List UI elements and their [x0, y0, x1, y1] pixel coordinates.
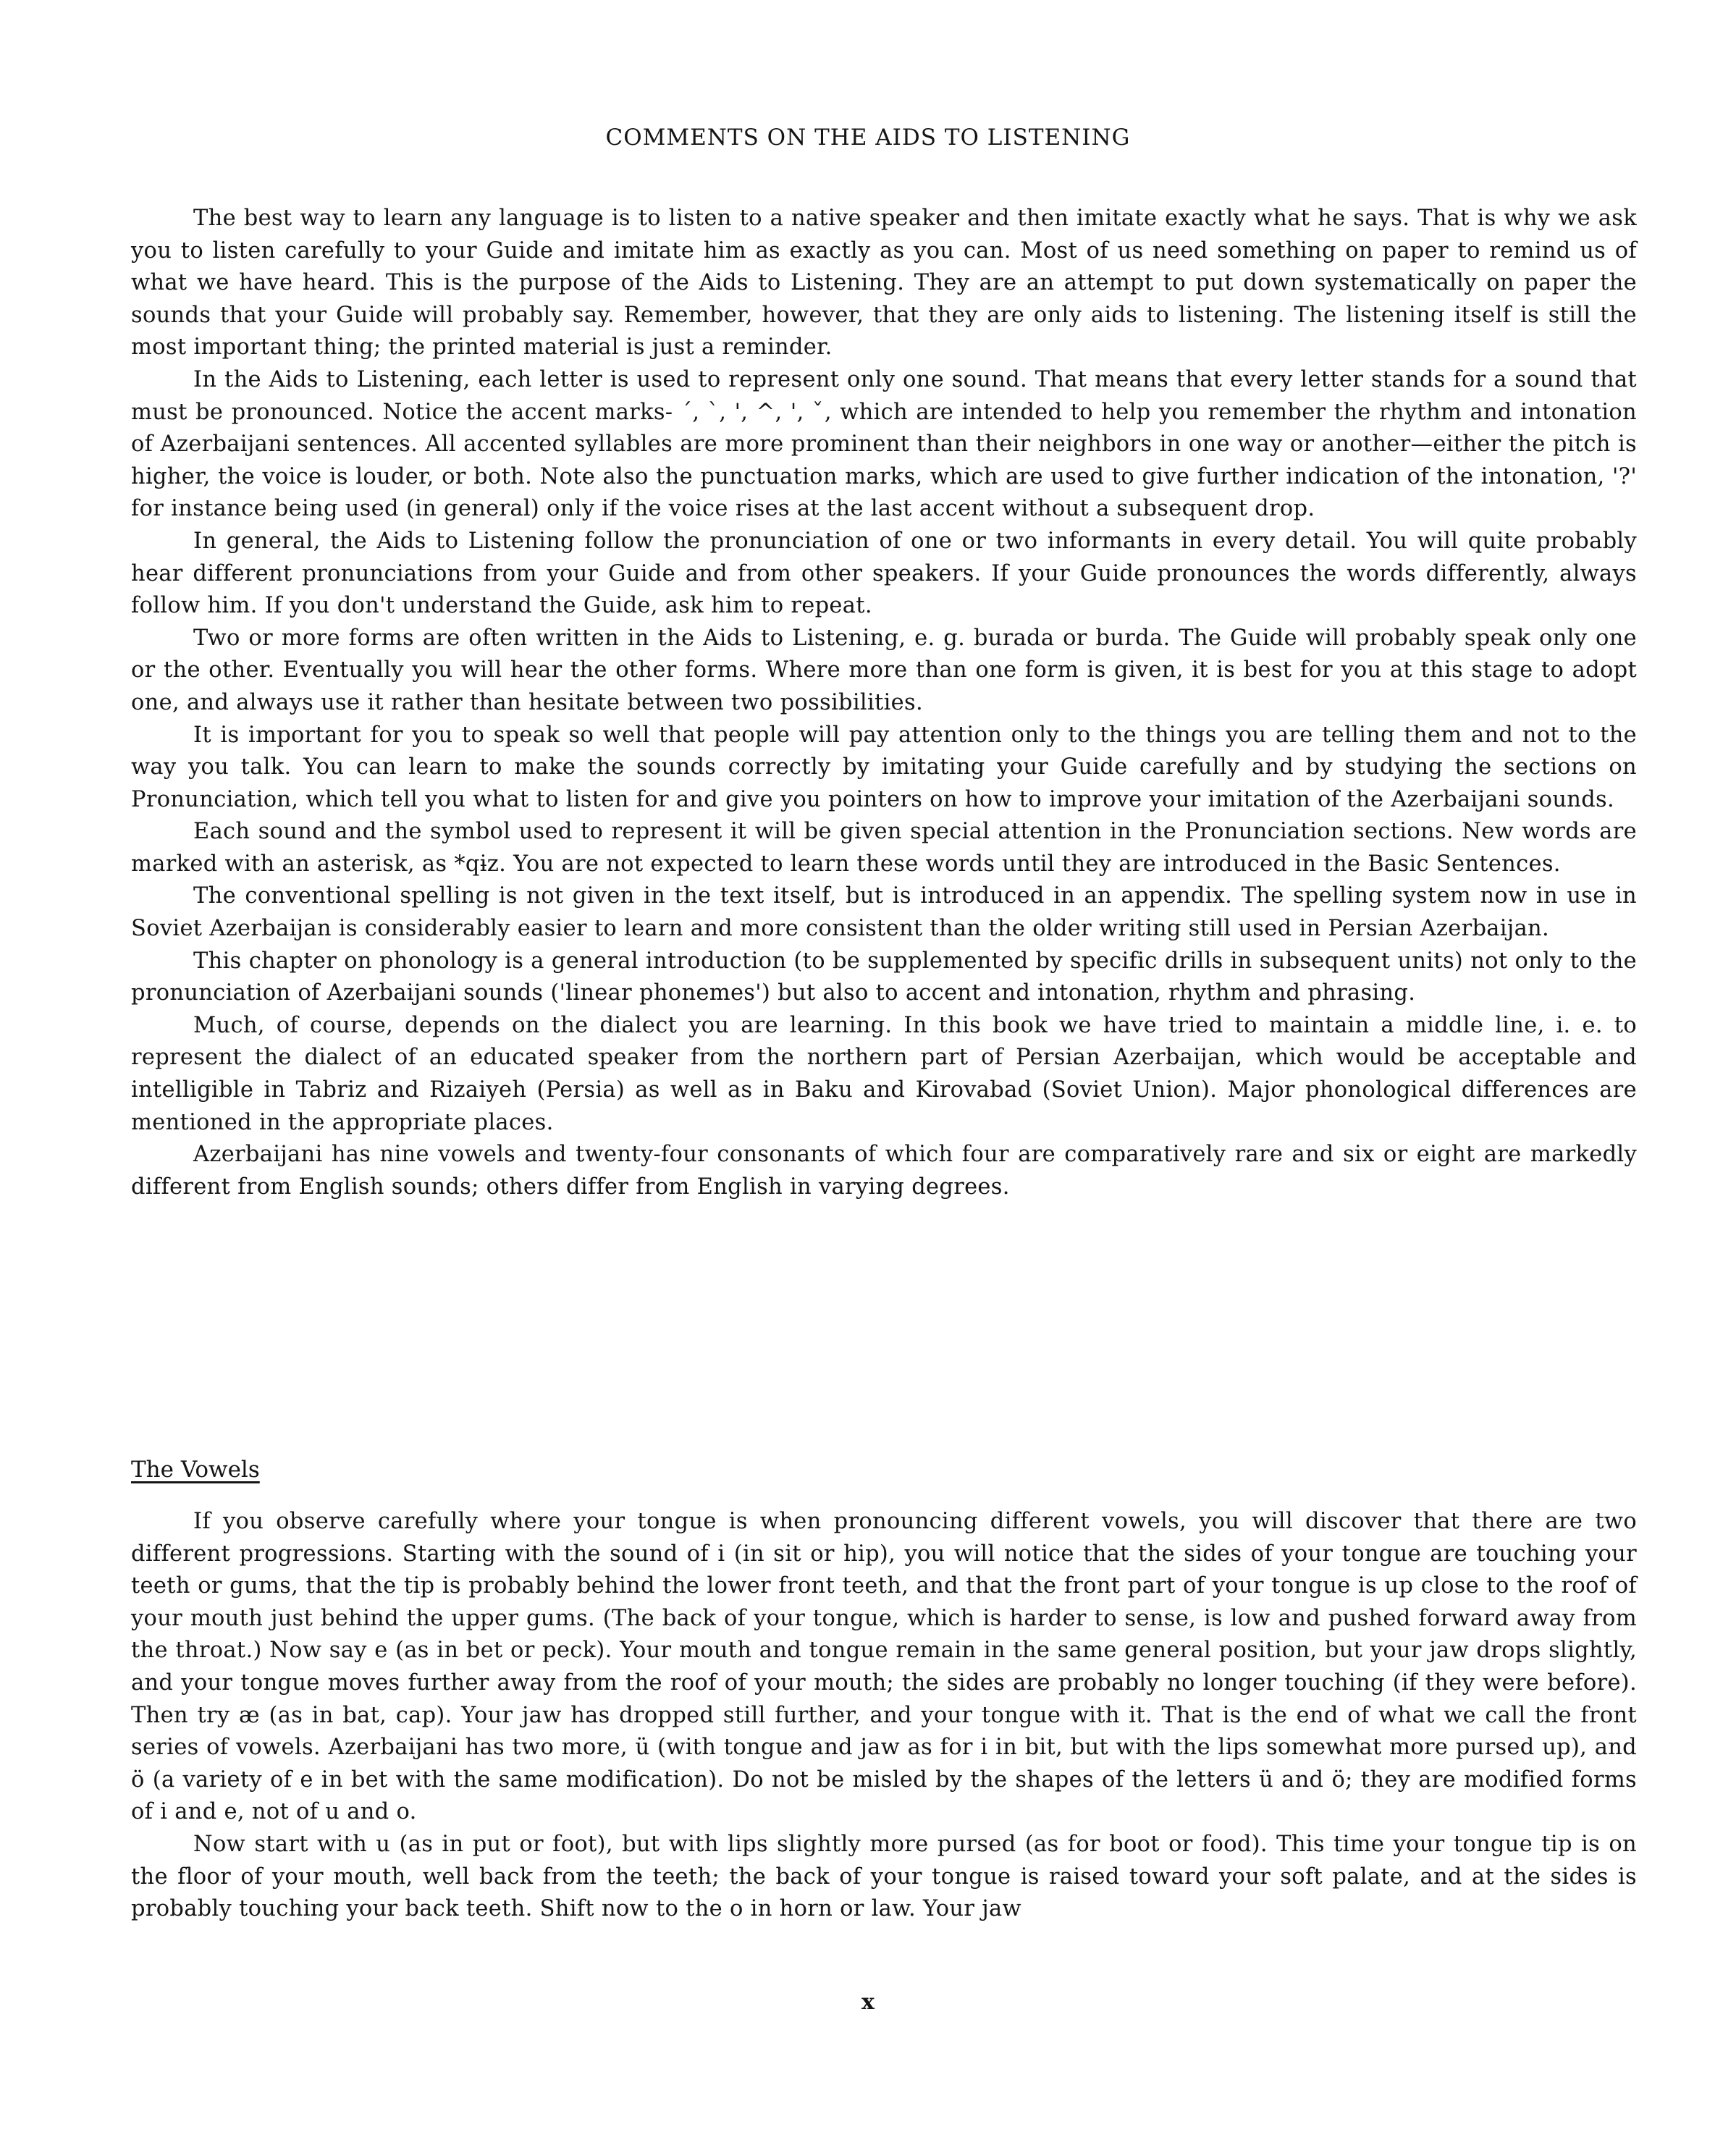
- paragraph-8: This chapter on phonology is a general introduction (to be supplemented by specific drills in subsequent units) not only to the pronunciation of Azerbaijani sounds ('linear phonemes') but also to accent and intonation, rhythm and phrasing.: [131, 948, 1637, 1006]
- intro-body: [131, 203, 1637, 1203]
- paragraph-10: Azerbaijani has nine vowels and twenty-four consonants of which four are comparatively rare and six or eight are markedly different from English sounds; others differ from English in varying degrees.: [131, 1142, 1637, 1200]
- vowels-paragraph-1: If you observe carefully where your tongue is when pronouncing different vowels, you will discover that there are two different progressions. Starting with the sound of i (in sit or hip), you will notice that the sides of your tongue are touching your teeth or gums, that the tip is probably behind the lower front teeth, and that the front part of your tongue is up close to the roof of your mouth just behind the upper gums. (The back of your tongue, which is harder to sense, is low and pushed forward away from the throat.) Now say e (as in bet or peck). Your mouth and tongue remain in the same general position, but your jaw drops slightly, and your tongue moves further away from the roof of your mouth; the sides are probably no longer touching (if they were before). Then try æ (as in bat, cap). Your jaw has dropped still further, and your tongue with it. That is the end of what we call the front series of vowels. Azerbaijani has two more, ü (with tongue and jaw as for i in bit, but with the lips somewhat more pursed up), and ö (a variety of e in bet with the same modification). Do not be misled by the shapes of the letters ü and ö; they are modified forms of i and e, not of u and o.: [131, 1509, 1637, 1825]
- paragraph-9: Much, of course, depends on the dialect you are learning. In this book we have tried to maintain a middle line, i. e. to represent the dialect of an educated speaker from the northern part of Persian Azerbaijan, which would be acceptable and intelligible in Tabriz and Rizaiyeh (Persia) as well as in Baku and Kirovabad (Soviet Union). Major phonological differences are mentioned in the appropriate places.: [131, 1012, 1637, 1135]
- paragraph-7: The conventional spelling is not given in the text itself, but is introduced in an appendix. The spelling system now in use in Soviet Azerbaijan is considerably easier to learn and more consistent than the older writing still used in Persian Azerbaijan.: [131, 883, 1637, 942]
- paragraph-1: The best way to learn any language is to listen to a native speaker and then imitate exactly what he says. That is why we ask you to listen carefully to your Guide and imitate him as exactly as you can. Most of us need something on paper to remind us of what we have heard. This is the purpose of the Aids to Listening. They are an attempt to put down systematically on paper the sounds that your Guide will probably say. Remember, however, that they are only aids to listening. The listening itself is still the most important thing; the printed material is just a reminder.: [131, 206, 1637, 361]
- paragraph-4: Two or more forms are often written in the Aids to Listening, e. g. burada or burda. The Guide will probably speak only one or the other. Eventually you will hear the other forms. Where more than one form is given, it is best for you at this stage to adopt one, and always use it rather than hesitate between two possibilities.: [131, 625, 1637, 715]
- paragraph-6: Each sound and the symbol used to represent it will be given special attention in the Pronunciation sections. New words are marked with an asterisk, as *qɨz. You are not expected to learn these words until they are introduced in the Basic Sentences.: [131, 819, 1637, 877]
- page-title: COMMENTS ON THE AIDS TO LISTENING: [605, 125, 1131, 151]
- paragraph-5: It is important for you to speak so well that people will pay attention only to the things you are telling them and not to the way you talk. You can learn to make the sounds correctly by imitating your Guide carefully and by studying the sections on Pronunciation, which tell you what to listen for and give you pointers on how to improve your imitation of the Azerbaijani sounds.: [131, 722, 1637, 812]
- vowels-body: [131, 1506, 1637, 1926]
- section-heading-vowels: The Vowels: [131, 1457, 260, 1483]
- paragraph-3: In general, the Aids to Listening follow the pronunciation of one or two informants in every detail. You will quite probably hear different pronunciations from your Guide and from other speakers. If your Guide pronounces the words differently, always follow him. If you don't understand the Guide, ask him to repeat.: [131, 528, 1637, 619]
- page-number: x: [861, 1989, 875, 2015]
- paragraph-2: In the Aids to Listening, each letter is used to represent only one sound. That means that every letter stands for a sound that must be pronounced. Notice the accent marks- ´, `, ', ^, ', ˇ, which are intended to help you remember the rhythm and intonation of Azerbaijani sentences. All accented syllables are more prominent than their neighbors in one way or another—either the pitch is higher, the voice is louder, or both. Note also the punctuation marks, which are used to give further indication of the intonation, '?' for instance being used (in general) only if the voice rises at the last accent without a subsequent drop.: [131, 366, 1637, 522]
- vowels-paragraph-2: Now start with u (as in put or foot), but with lips slightly more pursed (as for boot or food). This time your tongue tip is on the floor of your mouth, well back from the teeth; the back of your tongue is raised toward your soft palate, and at the sides is probably touching your back teeth. Shift now to the o in horn or law. Your jaw: [131, 1831, 1637, 1922]
